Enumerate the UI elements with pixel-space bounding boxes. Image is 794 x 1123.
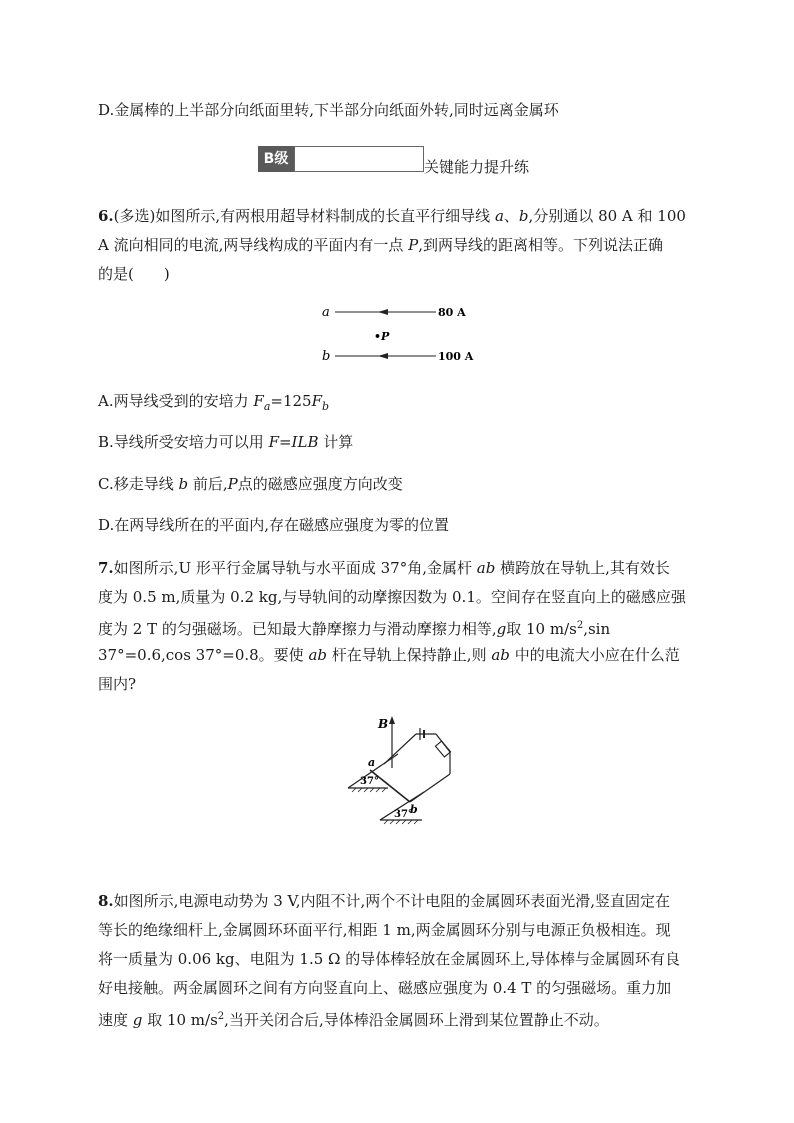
b-field-arrow-icon: [389, 716, 395, 724]
q6-option-a-mid: =125: [270, 392, 312, 410]
q6-tag: (多选): [113, 207, 156, 225]
q6-option-b-formula: F=ILB: [268, 433, 319, 451]
q8-number: 8.: [98, 892, 114, 910]
q8-line-5: [98, 1007, 609, 1030]
q8-line-3: 将一质量为 0.06 kg、电阻为 1.5 Ω 的导体棒轻放在金属圆环上,导体棒与金属圆环有良: [98, 950, 680, 968]
q6-separator: 、: [503, 207, 519, 225]
q6-wire-b: b: [518, 207, 529, 225]
q7-text: 度为 2 T 的匀强磁场。已知最大静摩擦力与滑动摩擦力相等,: [98, 620, 497, 638]
q8-line-2: 等长的绝缘细杆上,金属圆环环面平行,相距 1 m,两金属圆环分别与电源正负极相连。现: [98, 921, 671, 939]
q8-line-1: [98, 891, 670, 911]
q6-option-a-sub: a: [263, 400, 271, 413]
q7-figure-rails: [340, 712, 460, 827]
q8-text: 速度: [98, 1011, 129, 1029]
q6-option-c-mid: 前后,: [192, 475, 228, 493]
q6-option-b-text: B.导线所受安培力可以用: [98, 433, 264, 451]
q7-text: ,sin: [583, 620, 611, 638]
q6-fig-label-b: b: [322, 349, 331, 364]
q7-g: g: [496, 620, 507, 638]
q7-ab: ab: [476, 559, 496, 577]
q6-stem-line-2: [98, 235, 663, 255]
q7-ab: ab: [491, 646, 510, 664]
q6-option-a-text: A.两导线受到的安培力: [98, 392, 249, 410]
q8-g: g: [132, 1011, 143, 1029]
q8-text: 如图所示,电源电动势为 3 V,内阻不计,两个不计电阻的金属圆环表面光滑,竖直固定在: [113, 892, 671, 910]
q6-stem-text: A 流向相同的电流,两导线构成的平面内有一点: [98, 236, 404, 254]
q7-text: 取 10 m/s: [506, 620, 577, 638]
q6-option-c-post: 点的磁感应强度方向改变: [237, 475, 403, 493]
q7-fig-label-b: b: [410, 803, 418, 816]
q7-text: 如图所示,U 形平行金属导轨与水平面成 37°角,金属杆: [113, 559, 472, 577]
q6-option-a-formula2: F: [311, 392, 322, 410]
q6-stem-line-3: 的是( ): [98, 265, 170, 283]
q6-wire-a: a: [494, 207, 504, 225]
q7-fig-angle-2: 37°: [394, 809, 413, 820]
q5-option-d: D.金属棒的上半部分向纸面里转,下半部分向纸面外转,同时远离金属环: [98, 101, 559, 119]
q6-fig-current-a: 80 A: [438, 306, 466, 319]
q6-option-a-sub2: b: [322, 400, 330, 413]
rail-top-left: [384, 734, 416, 764]
q7-line-1: [98, 558, 670, 578]
q7-text: 中的电流大小应在什么范: [514, 646, 680, 664]
q6-figure-wires: [318, 300, 478, 366]
q6-option-d: D.在两导线所在的平面内,存在磁感应强度为零的位置: [98, 516, 450, 534]
q7-text: 37°=0.6,cos 37°=0.8。要使: [98, 646, 304, 664]
section-title: 关键能力提升练: [424, 158, 530, 176]
q6-stem-line-1: [98, 206, 686, 226]
q8-line-4: 好电接触。两金属圆环之间有方向竖直向上、磁感应强度为 0.4 T 的匀强磁场。重力加: [98, 979, 672, 997]
section-badge: B级: [258, 146, 294, 172]
q6-option-c-b: b: [178, 475, 189, 493]
q6-fig-current-b: 100 A: [438, 350, 474, 363]
rheostat-icon: [435, 741, 450, 757]
q6-option-a: [98, 391, 329, 417]
q6-option-c-text: C.移走导线: [98, 475, 174, 493]
q7-text: 横跨放在导轨上,其有效长: [500, 559, 670, 577]
q7-sup: 2: [576, 620, 584, 631]
wire-a-arrow-icon: [378, 309, 388, 315]
q6-fig-label-a: a: [322, 305, 330, 320]
q7-fig-label-B: B: [378, 717, 389, 731]
q7-line-5: 围内?: [98, 675, 137, 693]
q7-fig-angle-1: 37°: [360, 776, 379, 787]
q6-option-b-post: 计算: [323, 433, 354, 451]
q7-line-3: [98, 616, 610, 639]
wire-b-arrow-icon: [378, 353, 388, 359]
q6-point-p: P: [408, 236, 419, 254]
q7-ab: ab: [308, 646, 328, 664]
q6-fig-label-p: •P: [374, 330, 390, 343]
q8-text: 取 10 m/s: [147, 1011, 218, 1029]
q7-number: 7.: [98, 559, 114, 577]
q6-option-a-formula: F: [253, 392, 264, 410]
q8-text: ,当开关闭合后,导体棒沿金属圆环上滑到某位置静止不动。: [224, 1011, 609, 1029]
q7-line-2: 度为 0.5 m,质量为 0.2 kg,与导轨间的动摩擦因数为 0.1。空间存在竖直向上的磁感应强: [98, 588, 686, 606]
q8-sup: 2: [217, 1011, 225, 1022]
q6-option-c-p: P: [227, 475, 238, 493]
q7-text: 杆在导轨上保持静止,则: [331, 646, 487, 664]
q6-option-b: [98, 432, 353, 452]
q6-number: 6.: [98, 207, 114, 225]
q7-line-4: [98, 645, 680, 665]
q6-stem-text: 如图所示,有两根用超导材料制成的长直平行细导线: [155, 207, 491, 225]
q6-stem-text: ,分别通以 80 A 和 100: [528, 207, 686, 225]
q6-stem-text: ,到两导线的距离相等。下列说法正确: [418, 236, 664, 254]
q7-fig-label-a: a: [368, 756, 376, 769]
q6-option-c: [98, 474, 403, 494]
section-badge-box: [294, 146, 424, 172]
